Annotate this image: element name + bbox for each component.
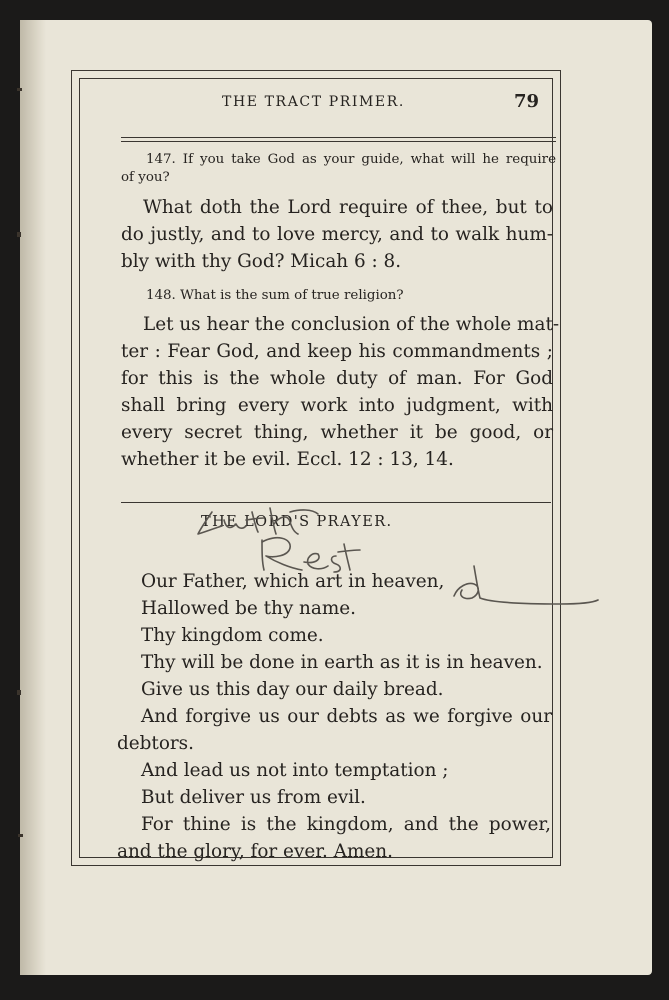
prayer-line: Our Father, which art in heaven, bbox=[141, 571, 445, 592]
answer-line: What doth the Lord require of thee, but to bbox=[143, 197, 553, 218]
prayer-line: debtors. bbox=[117, 733, 194, 754]
prayer-line: Thy will be done in earth as it is in heaven. bbox=[141, 652, 543, 673]
answer-line: Let us hear the conclusion of the whole mat- bbox=[143, 314, 560, 335]
question-148: 148. What is the sum of true religion? bbox=[146, 288, 404, 303]
prayer-line: And lead us not into temptation ; bbox=[141, 760, 449, 781]
answer-line: do justly, and to love mercy, and to walk hum- bbox=[121, 224, 553, 245]
page-number: 79 bbox=[514, 91, 540, 112]
prayer-line-text: And forgive us our debts as we forgive our bbox=[141, 706, 552, 727]
question-147-cont: of you? bbox=[121, 170, 170, 185]
prayer-line: Thy kingdom come. bbox=[141, 625, 324, 646]
prayer-line: Hallowed be thy name. bbox=[141, 598, 357, 619]
question-line: 147. If you take God as your guide, what will he require bbox=[146, 152, 556, 167]
prayer-line: Give us this day our daily bread. bbox=[141, 679, 444, 700]
prayer-line: and the glory, for ever. Amen. bbox=[117, 841, 393, 862]
prayer-line: But deliver us from evil. bbox=[141, 787, 366, 808]
answer-line: shall bring every work into judgment, with bbox=[121, 395, 553, 416]
prayer-title: THE LORD'S PRAYER. bbox=[201, 514, 393, 530]
running-head: THE TRACT PRIMER. bbox=[222, 94, 405, 110]
answer-line: whether it be evil. Eccl. 12 : 13, 14. bbox=[121, 449, 454, 470]
prayer-line-text: For thine is the kingdom, and the power, bbox=[141, 814, 551, 835]
answer-line: every secret thing, whether it be good, or bbox=[121, 422, 553, 443]
answer-line: for this is the whole duty of man. For God bbox=[121, 368, 553, 389]
answer-line: bly with thy God? Micah 6 : 8. bbox=[121, 251, 402, 272]
answer-line: ter : Fear God, and keep his commandments ; bbox=[121, 341, 553, 362]
